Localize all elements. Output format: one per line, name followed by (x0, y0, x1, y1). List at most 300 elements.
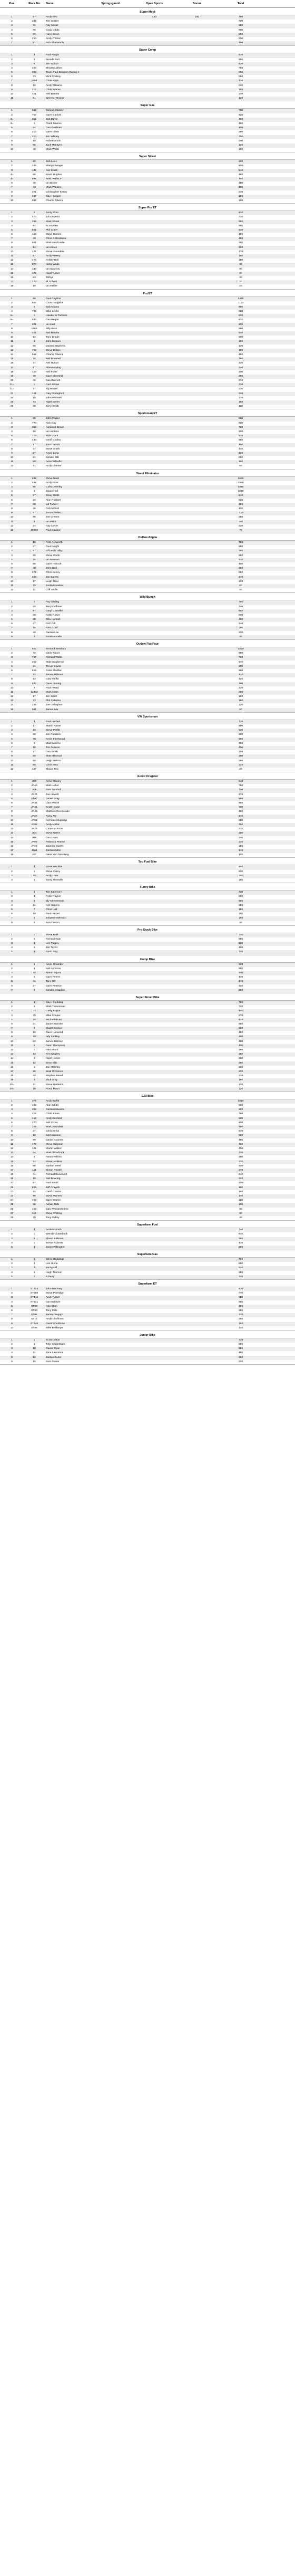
cell-name: Alan Gibbs (46, 1104, 58, 1107)
cell-name: Nigel Turner (46, 272, 60, 275)
cell-bonus (176, 272, 218, 276)
cell-total: 240 (238, 139, 243, 142)
cell-race-no: 57 (33, 609, 36, 612)
class-table (0, 1228, 295, 1250)
cell-bonus (176, 720, 218, 724)
cell-springsgaard (88, 759, 133, 763)
table-row (0, 614, 295, 618)
cell-race-no: 3 (33, 895, 35, 898)
cell-total: 400 (238, 563, 243, 566)
cell-open-sports (133, 1138, 176, 1143)
class-title: Super Pro ET (138, 206, 157, 210)
class-table (0, 647, 295, 713)
cell-race-no: 175 (32, 1143, 37, 1146)
cell-pos: 2 (11, 216, 13, 219)
cell-pos: 4 (11, 28, 13, 32)
cell-bonus (176, 827, 218, 831)
cell-race-no: 5 (33, 1271, 35, 1274)
cell-bonus (176, 220, 218, 224)
cell-bonus (176, 481, 218, 485)
cell-race-no: 747 (32, 656, 37, 659)
cell-pos: 2 (11, 58, 13, 61)
cell-springsgaard (88, 784, 133, 788)
cell-total: 560 (238, 1126, 243, 1128)
cell-open-sports (133, 280, 176, 284)
cell-total: 380 (238, 1049, 243, 1051)
cell-bonus (176, 211, 218, 215)
cell-total: 260 (238, 759, 243, 762)
cell-pos: 21= (9, 388, 14, 391)
cell-springsgaard (88, 323, 133, 327)
cell-total: 60 (239, 584, 242, 587)
cell-total: 180 (238, 695, 243, 698)
cell-race-no: 9 (33, 1027, 35, 1030)
cell-name: Michael Bruce (46, 1018, 62, 1021)
cell-bonus (176, 890, 218, 895)
cell-race-no: 1 (33, 1066, 35, 1069)
cell-open-sports (133, 656, 176, 660)
cell-bonus (176, 797, 218, 801)
cell-springsgaard (88, 392, 133, 396)
cell-total: 580 (238, 550, 243, 553)
cell-pos: 12 (10, 524, 14, 528)
cell-name: David Shorthose (46, 1322, 65, 1325)
cell-name: Mark Twinneman (46, 1005, 66, 1009)
cell-total: 540 (238, 1130, 243, 1133)
cell-pos: 14 (10, 1057, 14, 1060)
cell-bonus (176, 258, 218, 263)
cell-race-no: ST88 (31, 1326, 37, 1329)
cell-name: Darren Lee (46, 631, 59, 634)
cell-springsgaard (88, 797, 133, 801)
table-row (0, 1001, 295, 1005)
cell-open-sports (133, 20, 176, 24)
cell-total: 250 (238, 135, 243, 138)
cell-name: Andy O'Brien (46, 37, 61, 40)
class-table (0, 1338, 295, 1365)
cell-total: 670 (238, 1233, 243, 1236)
cell-race-no: 212 (32, 88, 37, 91)
cell-pos: 6 (11, 623, 13, 626)
cell-total: 500 (238, 37, 243, 40)
cell-pos: 14 (10, 267, 14, 271)
cell-springsgaard (88, 1296, 133, 1300)
cell-springsgaard (88, 1027, 133, 1031)
cell-name: Neil Bartlett (46, 93, 60, 95)
cell-race-no: 440 (32, 439, 37, 442)
cell-total: 160 (238, 879, 243, 882)
cell-name: Steve Bark (46, 933, 58, 936)
cell-open-sports (133, 148, 176, 152)
cell-total: 430 (238, 507, 243, 510)
cell-total: 110 (239, 405, 243, 408)
table-row (0, 250, 295, 254)
cell-race-no: 5 (33, 62, 35, 65)
table-row (0, 759, 295, 763)
cell-race-no: 14 (33, 336, 36, 339)
cell-name: Christopher Kenny (46, 190, 67, 194)
cell-bonus (176, 669, 218, 673)
cell-total: 600 (238, 165, 243, 168)
cell-total: 420 (238, 1040, 243, 1043)
cell-name: Pete Ashworth (46, 541, 63, 544)
cell-springsgaard (88, 379, 133, 383)
cell-name: Matt Draglienne (46, 660, 64, 664)
table-row (0, 584, 295, 588)
cell-open-sports (133, 199, 176, 203)
table-row (0, 122, 295, 126)
cell-open-sports (133, 937, 176, 942)
cell-pos: 5 (11, 127, 13, 130)
cell-pos: 2 (11, 725, 13, 727)
class-table (0, 1000, 295, 1092)
class-table (0, 600, 295, 640)
cell-race-no: ST680 (30, 1292, 38, 1295)
cell-pos: 11 (10, 691, 14, 694)
table-row (0, 97, 295, 101)
cell-bonus (176, 1129, 218, 1134)
table-row (0, 1305, 295, 1309)
cell-total: 670 (238, 1014, 243, 1017)
cell-bonus (176, 241, 218, 245)
cell-name: Ivan Elton (46, 1305, 57, 1308)
table-row (0, 801, 295, 806)
table-row (0, 691, 295, 695)
cell-open-sports (133, 417, 176, 421)
cell-bonus (176, 20, 218, 24)
cell-bonus (176, 1143, 218, 1147)
cell-total: 990 (238, 305, 243, 309)
table-row (0, 109, 295, 113)
cell-race-no: 57 (33, 255, 36, 257)
table-row (0, 933, 295, 937)
cell-total: 390 (238, 1309, 243, 1312)
cell-springsgaard (88, 92, 133, 97)
cell-bonus (176, 1262, 218, 1266)
cell-pos: 11 (10, 255, 14, 257)
cell-bonus (176, 113, 218, 118)
cell-pos: 3 (11, 550, 13, 553)
table-row (0, 237, 295, 241)
cell-pos: 5 (11, 1018, 13, 1021)
table-row (0, 1087, 295, 1091)
cell-name: Sam Turnbull (46, 789, 61, 792)
cell-springsgaard (88, 241, 133, 245)
cell-race-no: 566 (32, 353, 37, 356)
cell-open-sports (133, 1108, 176, 1112)
class-sections (0, 9, 295, 1365)
cell-pos: 8 (11, 678, 13, 681)
cell-race-no: 661 (32, 242, 37, 245)
cell-bonus (176, 1083, 218, 1087)
table-row (0, 1199, 295, 1203)
cell-name: Ian Hock (46, 520, 56, 523)
cell-name: Ray Cover (46, 524, 58, 528)
cell-springsgaard (88, 1173, 133, 1177)
cell-bonus (176, 1237, 218, 1241)
cell-open-sports (133, 507, 176, 511)
cell-race-no: 30 (33, 1018, 36, 1021)
cell-bonus (176, 904, 218, 908)
cell-pos: 7 (11, 746, 13, 749)
cell-race-no: 123 (32, 281, 37, 284)
cell-bonus (176, 895, 218, 899)
cell-race-no: 71 (33, 465, 36, 468)
cell-name: Steve Bolton (46, 349, 61, 352)
cell-pos: 18 (10, 1173, 14, 1176)
cell-bonus (176, 845, 218, 849)
table-row (0, 71, 295, 75)
table-row (0, 58, 295, 62)
cell-pos: 18 (10, 285, 14, 288)
cell-pos: 18 (10, 370, 14, 374)
cell-name: James Ivie (46, 708, 58, 711)
cell-open-sports (133, 1305, 176, 1309)
cell-name: Phil Caterina (46, 700, 61, 703)
cell-open-sports (133, 92, 176, 97)
cell-total: 580 (238, 1237, 243, 1240)
cell-race-no: 215 (32, 1113, 37, 1116)
table-row (0, 233, 295, 237)
table-row (0, 677, 295, 682)
cell-race-no: 41 (33, 980, 36, 983)
table-row (0, 443, 295, 447)
cell-total: 230 (238, 1070, 243, 1073)
cell-total: 690 (238, 725, 243, 727)
cell-race-no: 22 (33, 499, 36, 502)
cell-name: Jon Taylor (46, 946, 58, 950)
cell-open-sports (133, 1266, 176, 1270)
table-row (0, 912, 295, 916)
cell-name: Peter Shelbon (46, 669, 62, 672)
cell-race-no: 76 (33, 627, 36, 630)
cell-open-sports (133, 494, 176, 498)
cell-bonus (176, 1266, 218, 1270)
table-row (0, 452, 295, 456)
cell-total: 460 (238, 618, 243, 621)
cell-springsgaard (88, 1125, 133, 1129)
cell-open-sports (133, 301, 176, 305)
cell-total: 120 (238, 1083, 243, 1086)
cell-total: 650 (238, 24, 243, 27)
cell-name: Joe Gallagher (46, 704, 62, 707)
cell-open-sports (133, 652, 176, 656)
cell-name: Mark Hardcastle (46, 242, 65, 245)
cell-springsgaard (88, 1005, 133, 1009)
class-title: Super Street Bike (135, 995, 160, 999)
cell-total: 360 (238, 242, 243, 245)
cell-total: 490 (238, 340, 243, 343)
cell-open-sports (133, 122, 176, 126)
header-name: Name (46, 2, 54, 5)
cell-open-sports (133, 870, 176, 874)
cell-name: Jerry Smith (46, 405, 59, 408)
cell-springsgaard (88, 357, 133, 361)
cell-name: Mark Wallace (46, 178, 62, 180)
cell-springsgaard (88, 15, 133, 20)
cell-name: Kevin Fleetwood (46, 738, 65, 741)
cell-total: 620 (238, 1018, 243, 1021)
cell-total: 620 (238, 499, 243, 502)
cell-bonus (176, 511, 218, 515)
cell-total: 370 (238, 362, 243, 365)
cell-total: 560 (238, 554, 243, 557)
cell-pos: 26 (10, 1208, 14, 1211)
cell-springsgaard (88, 571, 133, 575)
cell-total: 400 (238, 127, 243, 130)
table-row (0, 1134, 295, 1138)
cell-springsgaard (88, 1083, 133, 1087)
cell-race-no: 999 (32, 178, 37, 180)
cell-springsgaard (88, 284, 133, 289)
cell-open-sports (133, 1066, 176, 1070)
cell-name: Dave Gatford (46, 113, 62, 117)
cell-open-sports (133, 754, 176, 759)
cell-race-no: 98 (33, 1195, 36, 1198)
class-table (0, 1287, 295, 1331)
cell-pos: 20= (9, 1083, 14, 1086)
cell-total: 180 (238, 845, 243, 848)
cell-open-sports (133, 24, 176, 28)
cell-total: 640 (238, 660, 243, 664)
cell-open-sports (133, 41, 176, 45)
cell-name: Ian Jenkins (46, 430, 59, 433)
cell-pos: 17 (10, 1070, 14, 1073)
cell-total: 760 (238, 66, 243, 70)
table-row (0, 921, 295, 925)
cell-bonus (176, 41, 218, 45)
cell-name: Liz Tucker (46, 503, 58, 506)
cell-name: Paul Herbert (46, 720, 61, 723)
cell-race-no: 83 (33, 276, 36, 279)
cell-total: 590 (238, 327, 243, 330)
cell-open-sports (133, 1099, 176, 1104)
table-row (0, 1287, 295, 1291)
cell-race-no: 6 (33, 1044, 35, 1047)
cell-race-no: 18 (33, 139, 36, 142)
cell-race-no: 10 (33, 972, 36, 974)
cell-total: 160 (238, 913, 243, 916)
cell-total: 230 (238, 840, 243, 844)
cell-springsgaard (88, 305, 133, 310)
cell-pos: 3= (10, 118, 14, 121)
cell-bonus (176, 780, 218, 784)
cell-springsgaard (88, 460, 133, 464)
cell-bonus (176, 750, 218, 754)
cell-race-no: 12 (33, 1356, 36, 1359)
cell-bonus (176, 426, 218, 430)
cell-springsgaard (88, 1181, 133, 1185)
cell-name: Simon Powell (46, 1169, 62, 1172)
table-row (0, 967, 295, 971)
cell-name: Jim Smith (46, 695, 57, 698)
cell-pos: 4 (11, 310, 13, 313)
cell-open-sports (133, 673, 176, 677)
cell-bonus (176, 126, 218, 130)
cell-name: Carl Jordan (46, 384, 60, 387)
cell-total: 1475 (238, 297, 244, 300)
table-row (0, 28, 295, 33)
cell-total: 130 (238, 580, 243, 583)
cell-name: Sandie Slib (46, 456, 59, 459)
cell-name: Geoff Cooley (46, 439, 61, 442)
cell-total: 720 (238, 933, 243, 936)
table-row (0, 1360, 295, 1364)
cell-springsgaard (88, 729, 133, 733)
cell-pos: 1 (11, 866, 13, 869)
cell-race-no: 10 (33, 1347, 36, 1351)
cell-open-sports (133, 215, 176, 219)
cell-name: Lee Hume (46, 1262, 58, 1266)
cell-bonus (176, 1044, 218, 1048)
cell-open-sports (133, 139, 176, 143)
class-title: E.XI Bike (141, 1094, 154, 1098)
cell-race-no: 96 (33, 516, 36, 519)
cell-name: Tim Dunnen (46, 746, 60, 749)
cell-name: Neil Bowring (46, 1177, 61, 1181)
cell-springsgaard (88, 477, 133, 481)
cell-springsgaard (88, 173, 133, 177)
class-section (0, 595, 295, 640)
cell-open-sports (133, 1112, 176, 1116)
cell-bonus (176, 195, 218, 199)
cell-springsgaard (88, 434, 133, 438)
table-row (0, 84, 295, 88)
cell-pos: 9 (11, 1322, 13, 1325)
cell-springsgaard (88, 626, 133, 630)
cell-race-no: 4 (33, 967, 35, 970)
cell-open-sports (133, 66, 176, 71)
cell-open-sports (133, 1343, 176, 1347)
cell-total: 90 (239, 267, 242, 271)
table-row (0, 254, 295, 258)
cell-bonus (176, 571, 218, 575)
cell-race-no: 31 (33, 1022, 36, 1026)
class-table (0, 1099, 295, 1221)
cell-race-no: ST121 (30, 1300, 38, 1304)
cell-pos: 3 (11, 1296, 13, 1299)
cell-open-sports (133, 477, 176, 481)
cell-springsgaard (88, 1305, 133, 1309)
cell-name: Jeff Grayelli (46, 1186, 60, 1189)
cell-bonus (176, 323, 218, 327)
cell-race-no: 8 (33, 212, 35, 215)
cell-bonus (176, 1160, 218, 1164)
cell-total: 120 (238, 704, 243, 707)
cell-race-no: 197 (32, 768, 37, 771)
cell-open-sports (133, 793, 176, 797)
cell-name: Ken Carson (46, 921, 60, 924)
cell-open-sports (133, 97, 176, 101)
cell-total: 750 (238, 784, 243, 788)
cell-open-sports (133, 250, 176, 254)
cell-name: Daryl Granville (46, 609, 63, 612)
cell-pos: 3 (11, 899, 13, 903)
table-row (0, 53, 295, 58)
cell-race-no: 69 (33, 28, 36, 32)
table-row (0, 181, 295, 186)
cell-bonus (176, 562, 218, 567)
cell-total: 1040 (238, 490, 244, 493)
cell-springsgaard (88, 673, 133, 677)
cell-race-no: 4 (33, 340, 35, 343)
cell-race-no: 183 (32, 267, 37, 271)
cell-race-no: 103 (32, 435, 37, 438)
cell-bonus (176, 1147, 218, 1151)
cell-springsgaard (88, 126, 133, 130)
cell-springsgaard (88, 806, 133, 810)
cell-name: Paul Davison (46, 529, 61, 532)
